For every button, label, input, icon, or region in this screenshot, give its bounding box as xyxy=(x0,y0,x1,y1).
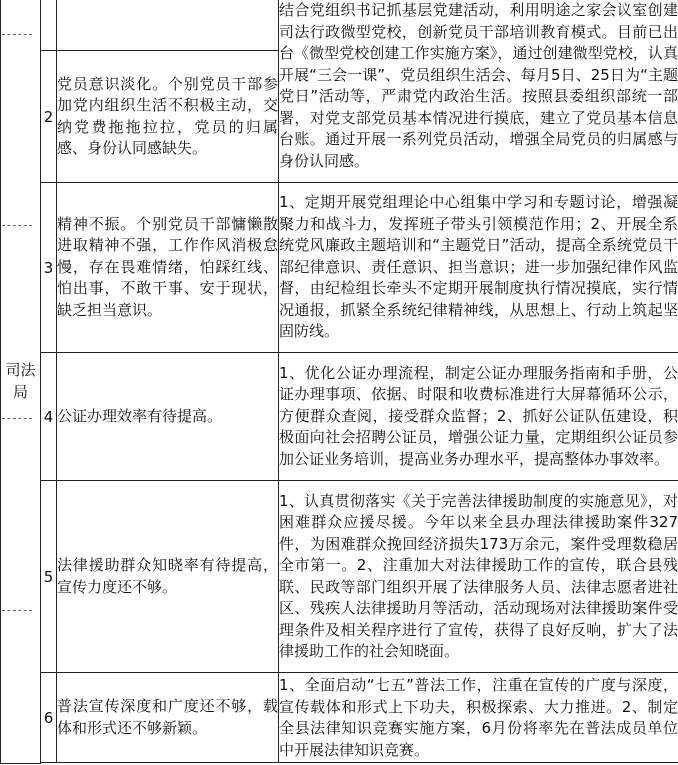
measure-text: 1、认真贯彻落实《关于完善法律援助制度的实施意见》，对困难群众应援尽援。今年以来全县办理法律援助案件327件，为困难群众挽回经济损失173万余元，案件受理数稳居全市第一。2、注重加大对法律援助工作的宣传，联合县残联、民政等部门组织开展了法律服务人员、法律志愿者进社区、残疾人法律援助月等活动，活动现场对法律援助案件受理条件及相关程序进行了宣传，获得了良好反响，扩大了法律援助工作的社会知晓面。 xyxy=(279,491,678,660)
measure-text: 1、定期开展党组理论中心组集中学习和专题讨论，增强凝聚力和战斗力，发挥班子带头引领模范作用；2、开展全系统党风廉政主题培训和“主题党日”活动，提高全系统党员干部纪律意识、责任意识、担当意识；进一步加强纪律作风监督，由纪检组长牵头不定期开展制度执行情况摸底，实行情况通报，抓紧全系统纪律精神线，从思想上、行动上筑起坚固防线。 xyxy=(279,193,678,341)
row-number: 2 xyxy=(41,51,57,183)
issue-text: 普法宣传深度和广度还不够，载体和形式还不够新颖。 xyxy=(57,697,278,737)
measure-cell xyxy=(279,0,678,183)
issue-text: 公证办理效率有待提高。 xyxy=(57,406,223,425)
row-number: 3 xyxy=(41,183,57,353)
issue-cell xyxy=(57,0,279,51)
margin-mark xyxy=(2,610,32,611)
issue-text: 法律援助群众知晓率有待提高，宣传力度还不够。 xyxy=(57,556,278,596)
row-number: 4 xyxy=(41,353,57,481)
measure-cell xyxy=(279,481,678,673)
margin-mark xyxy=(2,34,32,35)
table-row xyxy=(1,353,678,481)
measure-cell xyxy=(279,673,678,763)
row-number: 5 xyxy=(41,481,57,673)
measure-text: 1、全面启动“七五”普法工作，注重在宣传的广度与深度，宣传载体和形式上下功夫，积极探索、大力推进。2、制定全县法律知识竞赛实施方案，6月份将率先在普法成员单位中开展法律知识竞赛。 xyxy=(279,676,678,759)
issue-cell xyxy=(57,353,279,481)
issue-text: 党员意识淡化。个别党员干部参加党内组织生活不积极主动，交纳党费拖拖拉拉，党员的归属感、身份认同感缺失。 xyxy=(57,74,278,157)
table-row xyxy=(1,183,678,353)
department-name: 司法局 xyxy=(5,360,36,401)
issue-cell xyxy=(57,51,279,183)
issue-text: 精神不振。个别党员干部慵懒散进取精神不强，工作作风消极怠慢，存在畏难情绪，怕踩红线、怕出事，不敢干事、安于现状，缺乏担当意识。 xyxy=(57,214,278,319)
measure-cell xyxy=(279,353,678,481)
measure-text: 结合党组织书记抓基层党建活动，利用明途之家会议室创建司法行政微型党校，创新党员干部培训教育模式。目前已出台《微型党校创建工作实施方案》，通过创建微型党校，认真开展“三会一课”、党员组织生活会、每月5日、25日为“主题党日”活动等，严肃党内政治生活。按照县委组织部统一部署，对党支部党员基本情况进行摸底，建立了党员基本信息台账。通过开展一系列党员活动，增强全局党员的归属感与身份认同感。 xyxy=(279,1,678,170)
margin-mark xyxy=(2,418,32,419)
table-row-continuation xyxy=(1,0,678,51)
measure-cell xyxy=(279,183,678,353)
row-number: 6 xyxy=(41,673,57,763)
department-cell xyxy=(1,0,41,763)
table-row xyxy=(1,481,678,673)
table-row xyxy=(1,673,678,763)
issue-cell xyxy=(57,481,279,673)
issue-cell xyxy=(57,183,279,353)
row-number xyxy=(41,0,57,51)
table-row-spacer xyxy=(1,763,678,764)
issue-cell xyxy=(57,673,279,763)
measure-text: 1、优化公证办理流程，制定公证办理服务指南和手册，公证办理事项、依据、时限和收费标准进行大屏幕循环公示，方便群众查阅，接受群众监督；2、抓好公证队伍建设，积极面向社会招聘公证员，增强公证力量，定期组织公证员参加公证业务培训，提高业务办理水平，提高整体办事效率。 xyxy=(279,363,678,468)
margin-mark xyxy=(2,225,32,226)
